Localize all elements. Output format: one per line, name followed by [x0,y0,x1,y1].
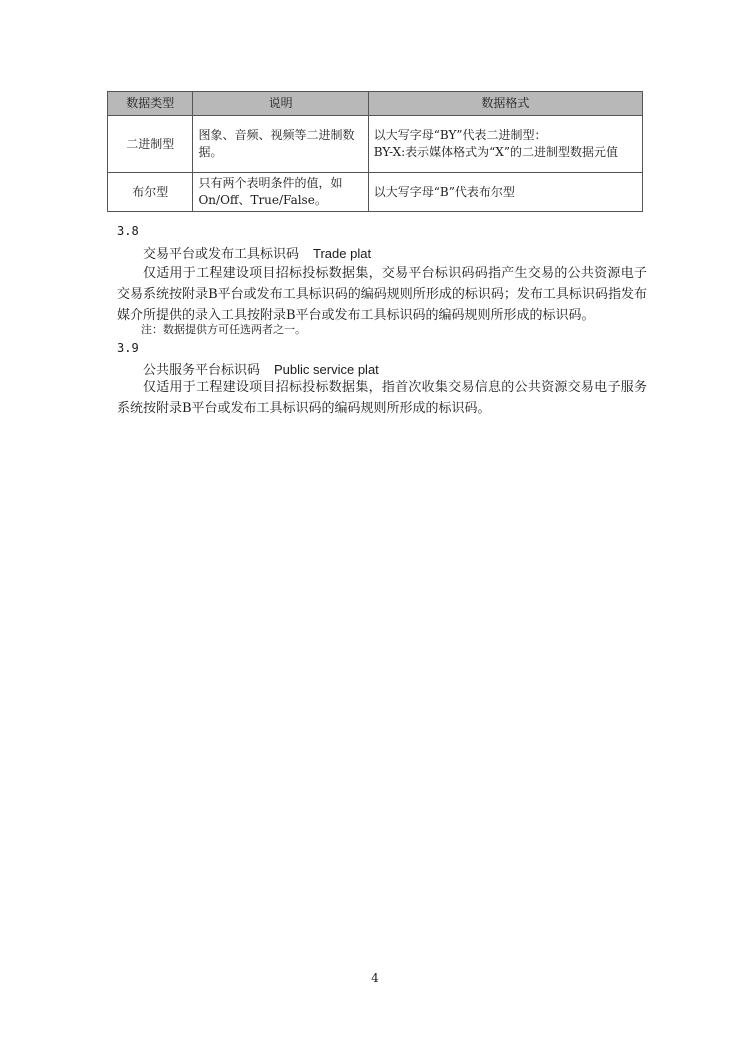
definition-3-8: 仅适用于工程建设项目招标投标数据集，交易平台标识码码指产生交易的公共资源电子交易系统按附录B平台或发布工具标识码的编码规则所形成的标识码；发布工具标识码指发布媒介所提供的录入工具按附录B平台或发布工具标识码的编码规则所形成的标识码。 [117,266,647,323]
table-row [108,116,643,173]
cell-description: 只有两个表明条件的值，如On/Off、True/False。 [193,173,368,212]
cell-format [368,116,642,173]
header-description: 说明 [193,92,368,116]
table-header-row [108,92,643,116]
term-3-9 [143,359,379,378]
format-line: BY-X:表示媒体格式为“X”的二进制型数据元值 [373,145,618,159]
table-row [108,173,643,212]
header-data-type: 数据类型 [108,92,193,116]
term-cn: 公共服务平台标识码 [143,363,261,378]
cell-type: 布尔型 [108,173,193,212]
page-number: 4 [371,971,379,985]
format-line: 以大写字母“BY”代表二进制型： [373,128,547,142]
term-en: Trade plat [313,246,372,261]
cell-format [368,173,642,212]
format-line: 以大写字母“B”代表布尔型 [373,184,515,199]
header-data-format: 数据格式 [368,92,642,116]
term-cn: 交易平台或发布工具标识码 [143,247,300,262]
clause-number-3-8: 3.8 [117,224,139,238]
cell-description: 图象、音频、视频等二进制数据。 [193,116,368,173]
term-3-8 [143,243,371,262]
data-type-table [107,91,643,212]
cell-type: 二进制型 [108,116,193,173]
definition-3-9: 仅适用于工程建设项目招标投标数据集，指首次收集交易信息的公共资源交易电子服务系统按附录B平台或发布工具标识码的编码规则所形成的标识码。 [117,380,647,416]
clause-number-3-9: 3.9 [117,341,139,355]
term-en: Public service plat [274,362,379,377]
note-3-8: 注：数据提供方可任选两者之一。 [141,323,306,336]
